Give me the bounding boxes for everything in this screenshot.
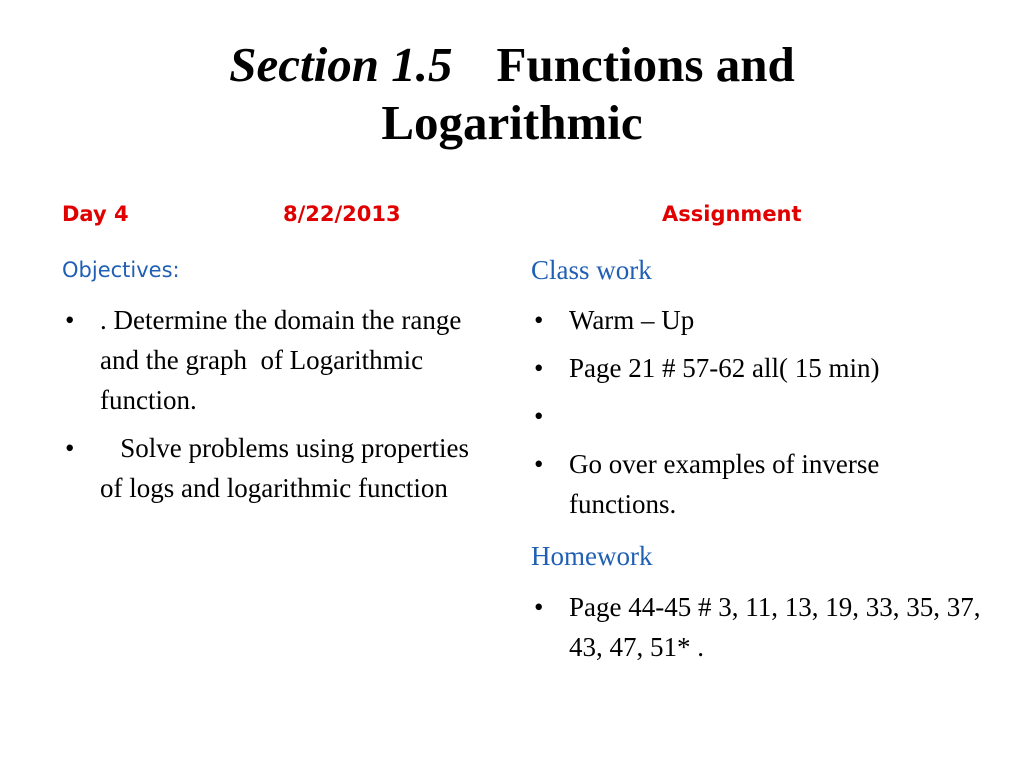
class-work-list bbox=[531, 300, 981, 532]
class-work-item bbox=[531, 348, 981, 388]
title-topic-line1: Functions and bbox=[496, 37, 795, 92]
class-work-text: Page 21 # 57-62 all( 15 min) bbox=[569, 353, 880, 383]
class-work-item bbox=[531, 396, 981, 436]
assignment-heading: Assignment bbox=[662, 202, 802, 226]
class-work-item bbox=[531, 444, 981, 524]
bullet-icon: • bbox=[534, 401, 544, 431]
homework-list bbox=[531, 587, 981, 667]
bullet-icon: • bbox=[534, 305, 544, 335]
objectives-list bbox=[62, 300, 482, 516]
objective-item bbox=[62, 300, 482, 420]
homework-label: Homework bbox=[531, 541, 653, 571]
bullet-icon: • bbox=[65, 305, 75, 335]
bullet-icon: • bbox=[534, 592, 544, 622]
objective-text: . Determine the domain the range and the graph of Logarithmic function. bbox=[100, 305, 469, 415]
date-label: 8/22/2013 bbox=[283, 202, 401, 226]
slide-title bbox=[60, 36, 964, 152]
bullet-icon: • bbox=[534, 353, 544, 383]
objective-text: Solve problems using properties of logs and logarithmic function bbox=[100, 433, 476, 503]
homework-text: Page 44-45 # 3, 11, 13, 19, 33, 35, 37, 43, 47, 51* . bbox=[569, 592, 981, 662]
class-work-text: Warm – Up bbox=[569, 305, 695, 335]
bullet-icon: • bbox=[534, 449, 544, 479]
objectives-label: Objectives: bbox=[62, 258, 180, 282]
homework-item bbox=[531, 587, 981, 667]
bullet-icon: • bbox=[65, 433, 75, 463]
title-section: Section 1.5 bbox=[229, 37, 453, 92]
day-label: Day 4 bbox=[62, 202, 129, 226]
class-work-label: Class work bbox=[531, 255, 652, 285]
objective-item bbox=[62, 428, 482, 508]
class-work-text: Go over examples of inverse functions. bbox=[569, 449, 880, 519]
title-topic-line2: Logarithmic bbox=[381, 95, 643, 150]
class-work-item bbox=[531, 300, 981, 340]
